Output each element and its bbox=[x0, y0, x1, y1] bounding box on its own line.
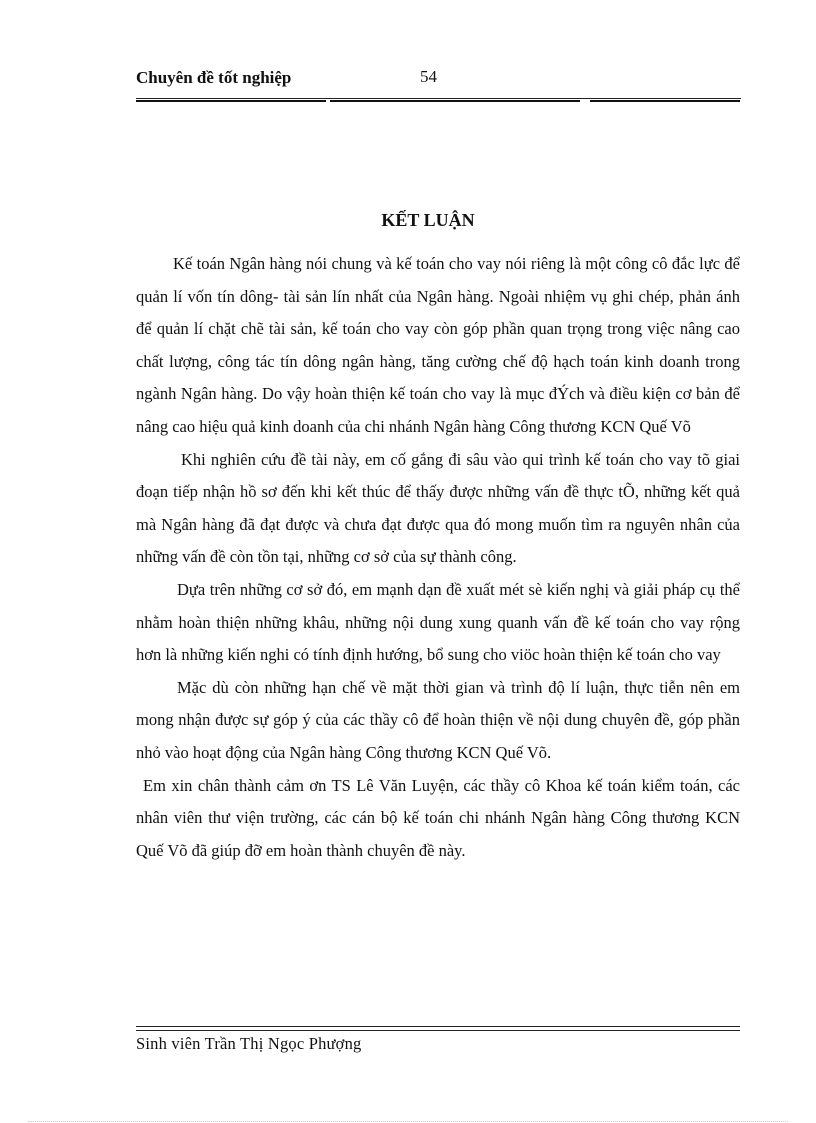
header-rule-segment bbox=[136, 100, 326, 102]
header-rule-segment bbox=[330, 100, 580, 102]
footer-author: Sinh viên Trần Thị Ngọc Phượng bbox=[136, 1034, 362, 1053]
footer-rule bbox=[136, 1026, 740, 1027]
conclusion-body bbox=[136, 248, 740, 867]
paragraph-1: Kế toán Ngân hàng nói chung và kế toán cho vay nói riêng là một công cô đắc lực để quản lí vốn tín dông- tài sản lín nhất của Ngân hàng. Ngoài nhiệm vụ ghi chép, phản ánh để quản lí chặt chẽ tài sản, kế toán cho vay còn góp phần quan trọng trong việc nâng cao chất lượng, công tác tín dông ngân hàng, tăng cường chế độ hạch toán kinh doanh trong ngành Ngân hàng. Do vậy hoàn thiện kế toán cho vay là mục đÝch và điều kiện cơ bản để nâng cao hiệu quả kinh doanh của chi nhánh Ngân hàng Công thương KCN Quế Võ bbox=[136, 254, 740, 436]
paragraph-5: Em xin chân thành cảm ơn TS Lê Văn Luyện, các thầy cô Khoa kế toán kiểm toán, các nhân viên thư viện trường, các cán bộ kế toán chi nhánh Ngân hàng Công thương KCN Quế Võ đã giúp đỡ em hoàn thành chuyên đề này. bbox=[136, 775, 740, 860]
paragraph-4: Mặc dù còn những hạn chế về mặt thời gian và trình độ lí luận, thực tiễn nên em mong nhận được sự góp ý của các thầy cô để hoàn thiện về nội dung chuyên đề, góp phần nhỏ vào hoạt động của Ngân hàng Công thương KCN Quế Võ. bbox=[136, 677, 740, 762]
paragraph-2: Khi nghiên cứu đề tài này, em cố gắng đi sâu vào qui trình kế toán cho vay tõ giai đoạn tiếp nhận hồ sơ đến khi kết thúc để thấy được những vấn đề thực tÕ, những kết quả mà Ngân hàng đã đạt được và chưa đạt được qua đó mong muốn tìm ra nguyên nhân của những vấn đề còn tồn tại, những cơ sở của sự thành công. bbox=[136, 449, 740, 567]
section-heading: KẾT LUẬN bbox=[381, 210, 475, 230]
header-rule-top bbox=[136, 98, 741, 99]
paragraph-3: Dựa trên những cơ sở đó, em mạnh dạn đề xuất mét sè kiến nghị và giải pháp cụ thể nhằm hoàn thiện những khâu, những nội dung xung quanh vấn đề kế toán cho vay rộng hơn là những kiến nghi có tính định hướng, bổ sung cho viöc hoàn thiện kế toán cho vay bbox=[136, 579, 740, 665]
footer-rule bbox=[136, 1030, 740, 1031]
page-number: 54 bbox=[420, 67, 437, 86]
header-rule-segment bbox=[590, 100, 740, 102]
header-title: Chuyên đề tốt nghiệp bbox=[136, 68, 292, 87]
page-edge-divider bbox=[28, 1121, 788, 1122]
